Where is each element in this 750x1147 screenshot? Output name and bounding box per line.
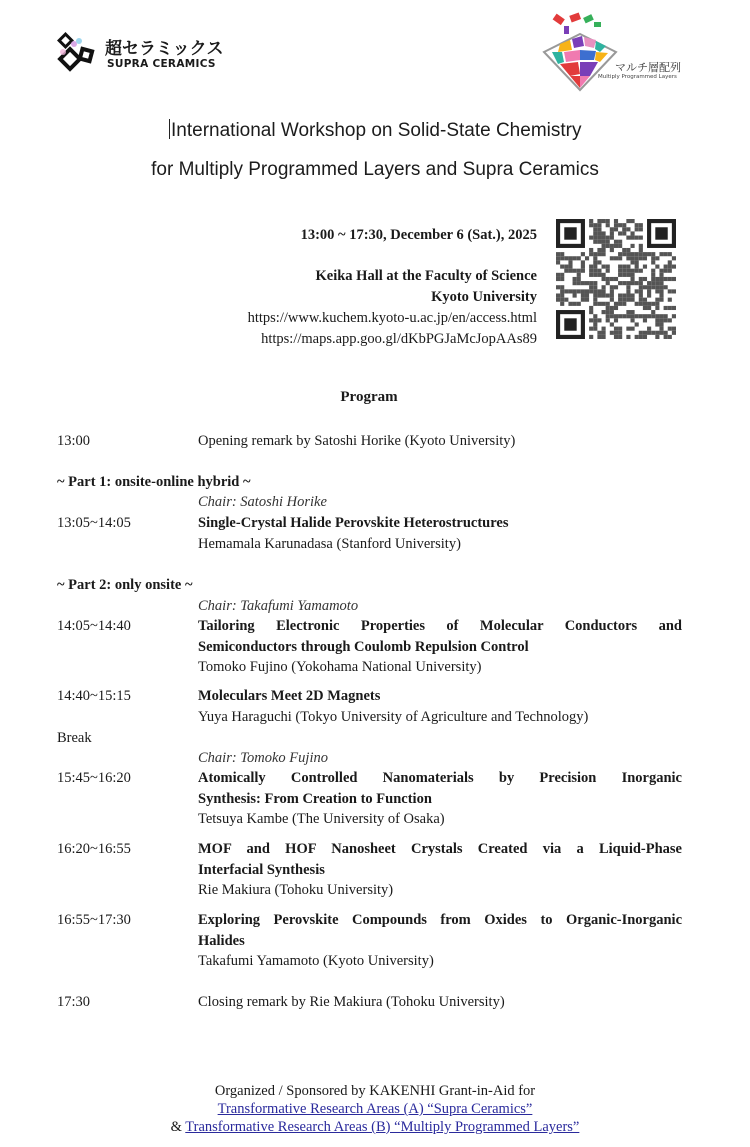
text-cursor xyxy=(169,119,171,139)
part1-chair: Chair: Satoshi Horike xyxy=(198,494,327,510)
multiply-layers-link[interactable]: Transformative Research Areas (B) “Multiply Programmed Layers” xyxy=(185,1119,580,1135)
talk-time: 13:05~14:05 xyxy=(57,515,131,531)
talk-title-line1: Atomically Controlled Nanomaterials by Precision Inorganic xyxy=(198,770,682,786)
multiply-layers-en: Multiply Programmed Layers xyxy=(598,74,677,80)
closing-text: Closing remark by Rie Makiura (Tohoku University) xyxy=(198,994,505,1010)
talk-time: 15:45~16:20 xyxy=(57,770,131,786)
break-row xyxy=(57,728,682,749)
talk-time: 16:55~17:30 xyxy=(57,912,131,928)
supra-ceramics-jp: 超セラミックス xyxy=(105,39,224,59)
sponsor-footer xyxy=(0,1082,750,1136)
talk-speaker: Hemamala Karunadasa (Stanford University) xyxy=(198,535,461,552)
part2-label xyxy=(57,575,682,596)
break-label: Break xyxy=(57,730,92,746)
access-url[interactable]: https://www.kuchem.kyoto-u.ac.jp/en/access.html xyxy=(247,310,537,326)
talk-speaker: Tomoko Fujino (Yokohama National University) xyxy=(198,659,482,675)
talk-title-line2: Interfacial Synthesis xyxy=(198,861,325,878)
ampersand: & xyxy=(170,1119,186,1135)
workshop-title-line2: for Multiply Programmed Layers and Supra Ceramics xyxy=(151,159,599,180)
program-heading: Program xyxy=(340,389,398,405)
supra-ceramics-emblem-icon xyxy=(55,32,103,76)
multiply-layers-jp: マルチ層配列 xyxy=(615,61,681,74)
multiply-layers-logo xyxy=(540,12,690,92)
talk-title-line1: Exploring Perovskite Compounds from Oxides to Organic-Inorganic xyxy=(198,912,682,928)
supra-ceramics-link[interactable]: Transformative Research Areas (A) “Supra Ceramics” xyxy=(217,1101,533,1117)
talk-time: 14:05~14:40 xyxy=(57,618,131,634)
part1-label-text: ~ Part 1: onsite-online hybrid ~ xyxy=(57,474,251,490)
part1-label xyxy=(57,472,682,493)
part2-chair2: Chair: Tomoko Fujino xyxy=(198,750,328,766)
multiply-layers-emblem-icon xyxy=(540,12,630,92)
supra-ceramics-en: SUPRA CERAMICS xyxy=(107,58,216,70)
part2-label-text: ~ Part 2: only onsite ~ xyxy=(57,577,193,593)
venue-line1: Keika Hall at the Faculty of Science xyxy=(315,268,537,284)
talk-speaker: Takafumi Yamamoto (Kyoto University) xyxy=(198,953,434,969)
talk-speaker: Rie Makiura (Tohoku University) xyxy=(198,882,394,898)
supra-ceramics-logo xyxy=(55,32,225,76)
talk-title: Single-Crystal Halide Perovskite Heterostructures xyxy=(198,515,509,531)
talk-title-line1: Tailoring Electronic Properties of Molecular Conductors and xyxy=(198,618,682,634)
closing-time: 17:30 xyxy=(57,994,91,1010)
title-line1-text: International Workshop on Solid-State Chemistry xyxy=(171,120,582,141)
event-venue xyxy=(248,266,537,350)
talk-title-line2: Halides xyxy=(198,932,245,949)
sponsor-line: Organized / Sponsored by KAKENHI Grant-in-Aid for xyxy=(214,1083,536,1099)
event-datetime xyxy=(301,225,537,246)
talk-speaker: Tetsuya Kambe (The University of Osaka) xyxy=(198,811,445,827)
talk-time: 16:20~16:55 xyxy=(57,841,131,857)
talk-title-line2: Semiconductors through Coulomb Repulsion Control xyxy=(198,638,529,655)
opening-text: Opening remark by Satoshi Horike (Kyoto University) xyxy=(198,433,516,449)
opening-time: 13:00 xyxy=(57,433,91,449)
part2-chair1: Chair: Takafumi Yamamoto xyxy=(198,598,359,614)
talk-time: 14:40~15:15 xyxy=(57,688,131,704)
venue-line2: Kyoto University xyxy=(431,289,537,305)
maps-url[interactable]: https://maps.app.goo.gl/dKbPGJaMcJopAAs89 xyxy=(261,331,537,347)
qr-code-icon[interactable] xyxy=(556,218,676,340)
talk-speaker: Yuya Haraguchi (Tokyo University of Agriculture and Technology) xyxy=(198,708,589,725)
datetime-text: 13:00 ~ 17:30, December 6 (Sat.), 2025 xyxy=(300,227,537,243)
workshop-title-line1 xyxy=(0,119,750,142)
talk-title-line1: MOF and HOF Nanosheet Crystals Created via a Liquid-Phase xyxy=(198,841,682,857)
talk-title-line2: Synthesis: From Creation to Function xyxy=(198,790,432,807)
talk-title: Moleculars Meet 2D Magnets xyxy=(198,688,381,704)
